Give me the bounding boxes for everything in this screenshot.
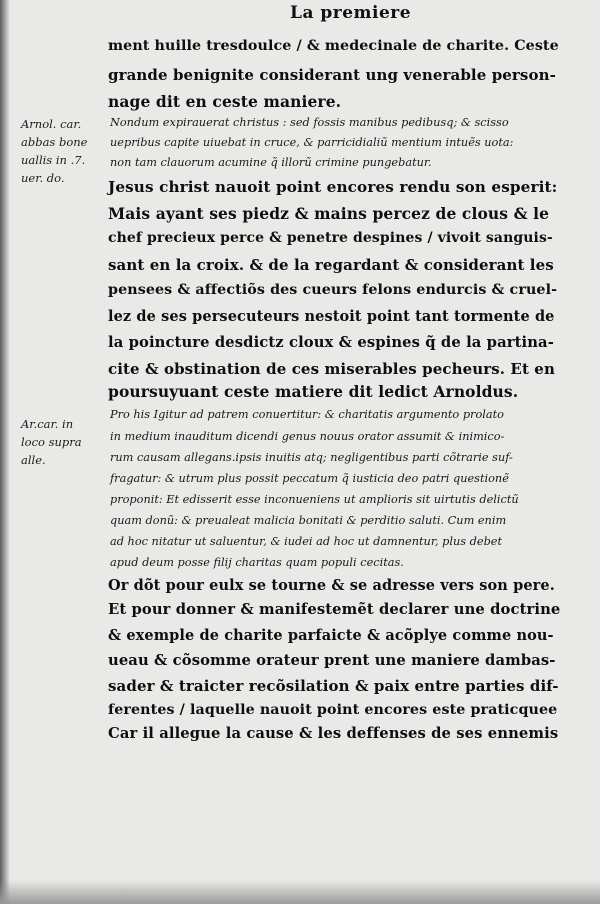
- margin-note-line: uallis in .7.: [21, 153, 86, 167]
- margin-note-line: alle.: [21, 453, 46, 467]
- latin-line: proponit: Et edisserit esse inconueniens ut amplioris sit uirtutis delictũ: [110, 493, 519, 506]
- latin-line: in medium inauditum dicendi genus nouus orator assumit & inimico-: [110, 430, 505, 443]
- margin-note-line: Arnol. car.: [21, 117, 82, 131]
- latin-line: Pro his Igitur ad patrem conuertitur: & charitatis argumento prolato: [110, 408, 504, 421]
- text-line: poursuyuant ceste matiere dit ledict Arnoldus.: [108, 382, 519, 401]
- margin-note-line: uer. do.: [21, 171, 65, 185]
- text-line: nage dit en ceste maniere.: [108, 92, 342, 111]
- margin-note-line: loco supra: [21, 435, 82, 449]
- text-line: pensees & affectiõs des cueurs felons endurcis & cruel-: [108, 282, 558, 298]
- text-line: Jesus christ nauoit point encores rendu son esperit:: [108, 178, 558, 196]
- running-head: La premiere: [290, 3, 412, 23]
- text-line: grande benignite considerant ung venerable person-: [108, 66, 556, 84]
- text-line: Mais ayant ses piedz & mains percez de clous & le: [108, 204, 550, 223]
- page-edge-shadow: [0, 0, 10, 904]
- margin-note-1: [21, 115, 99, 187]
- text-line: Or dõt pour eulx se tourne & se adresse vers son pere.: [108, 577, 555, 594]
- latin-line: apud deum posse filij charitas quam populi cecitas.: [110, 556, 404, 569]
- text-line: Car il allegue la cause & les deffenses de ses ennemis: [108, 725, 559, 742]
- latin-line: ad hoc nitatur ut saluentur, & iudei ad hoc ut damnentur, plus debet: [110, 535, 503, 548]
- text-line: Et pour donner & manifestemẽt declarer une doctrine: [108, 601, 561, 618]
- text-line: sant en la croix. & de la regardant & considerant les: [108, 256, 554, 274]
- latin-line: uepribus capite uiuebat in cruce, & parricidialiũ mentium intuẽs uota:: [110, 136, 514, 149]
- text-line: lez de ses persecuteurs nestoit point tant tormente de: [108, 308, 555, 325]
- latin-line: non tam clauorum acumine q̃ illorũ crimine pungebatur.: [110, 156, 432, 169]
- margin-note-line: abbas bone: [21, 135, 88, 149]
- latin-line: fragatur: & utrum plus possit peccatum q̃ iusticia deo patri questionẽ: [110, 472, 509, 485]
- text-line: chef precieux perce & penetre despines / vivoit sanguis-: [108, 230, 553, 246]
- latin-line: Nondum expirauerat christus : sed fossis manibus pedibusq; & scisso: [110, 116, 509, 129]
- margin-note-2: [21, 415, 99, 469]
- latin-line: quam donũ: & preualeat malicia bonitati & perditio saluti. Cum enim: [110, 514, 507, 527]
- page-bottom-shadow: [0, 880, 600, 904]
- margin-note-line: Ar.car. in: [21, 417, 74, 431]
- latin-line: rum causam allegans.ipsis inuitis atq; negligentibus parti cõtrarie suf-: [110, 451, 513, 464]
- text-line: ment huille tresdoulce / & medecinale de charite. Ceste: [108, 38, 559, 54]
- text-line: ferentes / laquelle nauoit point encores este praticquee: [108, 702, 558, 718]
- text-line: & exemple de charite parfaicte & acõplye comme nou-: [108, 627, 554, 644]
- text-line: sader & traicter recõsilation & paix entre parties dif-: [108, 677, 559, 695]
- text-line: la poincture desdictz cloux & espines q̃ de la partina-: [108, 334, 554, 351]
- text-line: ueau & cõsomme orateur prent une maniere dambas-: [108, 652, 556, 669]
- text-line: cite & obstination de ces miserables pecheurs. Et en: [108, 360, 555, 378]
